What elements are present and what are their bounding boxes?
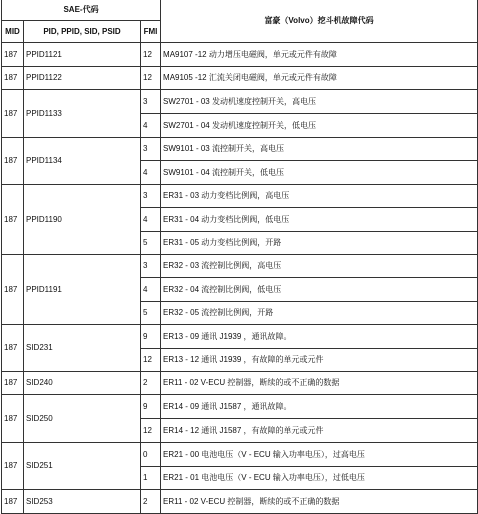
mid-cell: 187 xyxy=(2,325,24,372)
table-row xyxy=(2,395,478,419)
pid-column-header: PID, PPID, SID, PSID xyxy=(24,21,141,43)
pid-cell: PPID1133 xyxy=(24,90,141,138)
description-cell: ER31 - 05 动力变档比例阀，开路 xyxy=(161,232,478,255)
mid-cell: 187 xyxy=(2,67,24,90)
fmi-cell: 4 xyxy=(141,114,161,138)
fmi-cell: 2 xyxy=(141,372,161,395)
description-cell: SW9101 - 04 流控制开关，低电压 xyxy=(161,161,478,185)
header-row-group xyxy=(2,0,478,21)
pid-cell: SID231 xyxy=(24,325,141,372)
pid-cell: SID251 xyxy=(24,443,141,490)
table-row xyxy=(2,325,478,349)
fmi-cell: 12 xyxy=(141,349,161,372)
pid-cell: SID250 xyxy=(24,395,141,443)
mid-cell: 187 xyxy=(2,43,24,67)
description-cell: SW9101 - 03 流控制开关，高电压 xyxy=(161,138,478,161)
description-cell: ER31 - 04 动力变档比例阀，低电压 xyxy=(161,208,478,232)
description-cell: MA9105 -12 汇流关闭电磁阀，单元或元件有故障 xyxy=(161,67,478,90)
mid-cell: 187 xyxy=(2,90,24,138)
sae-code-group-header: SAE-代码 xyxy=(2,0,161,21)
fmi-cell: 3 xyxy=(141,90,161,114)
description-cell: ER11 - 02 V-ECU 控制器，断续的或不正确的数据 xyxy=(161,490,478,514)
table-row xyxy=(2,185,478,208)
description-cell: ER32 - 04 流控制比例阀，低电压 xyxy=(161,278,478,302)
fmi-cell: 0 xyxy=(141,443,161,467)
description-cell: ER32 - 03 流控制比例阀，高电压 xyxy=(161,255,478,278)
table-row xyxy=(2,67,478,90)
description-cell: ER14 - 09 通讯 J1587 ，通讯故障。 xyxy=(161,395,478,419)
fmi-cell: 4 xyxy=(141,278,161,302)
mid-cell: 187 xyxy=(2,185,24,255)
mid-cell: 187 xyxy=(2,372,24,395)
description-cell: ER11 - 02 V-ECU 控制器，断续的或不正确的数据 xyxy=(161,372,478,395)
pid-cell: PPID1121 xyxy=(24,43,141,67)
fmi-cell: 5 xyxy=(141,302,161,325)
fmi-cell: 3 xyxy=(141,138,161,161)
description-cell: MA9107 -12 动力增压电磁阀，单元或元件有故障 xyxy=(161,43,478,67)
pid-cell: PPID1134 xyxy=(24,138,141,185)
mid-cell: 187 xyxy=(2,138,24,185)
mid-cell: 187 xyxy=(2,443,24,490)
pid-cell: PPID1190 xyxy=(24,185,141,255)
fmi-column-header: FMI xyxy=(141,21,161,43)
mid-cell: 187 xyxy=(2,395,24,443)
table-row xyxy=(2,490,478,514)
table-row xyxy=(2,138,478,161)
mid-cell: 187 xyxy=(2,255,24,325)
description-cell: ER21 - 00 电池电压（V - ECU 输入功率电压），过高电压 xyxy=(161,443,478,467)
description-cell: ER31 - 03 动力变档比例阀，高电压 xyxy=(161,185,478,208)
description-cell: ER21 - 01 电池电压（V - ECU 输入功率电压），过低电压 xyxy=(161,467,478,490)
description-cell: ER32 - 05 流控制比例阀，开路 xyxy=(161,302,478,325)
fmi-cell: 4 xyxy=(141,161,161,185)
mid-column-header: MID xyxy=(2,21,24,43)
table-row xyxy=(2,90,478,114)
fmi-cell: 12 xyxy=(141,67,161,90)
mid-cell: 187 xyxy=(2,490,24,514)
fmi-cell: 1 xyxy=(141,467,161,490)
fmi-cell: 4 xyxy=(141,208,161,232)
fmi-cell: 12 xyxy=(141,419,161,443)
fmi-cell: 3 xyxy=(141,255,161,278)
table-row xyxy=(2,372,478,395)
pid-cell: PPID1122 xyxy=(24,67,141,90)
fault-code-table xyxy=(1,0,478,514)
description-cell: ER13 - 12 通讯 J1939 ，有故障的单元或元件 xyxy=(161,349,478,372)
table-row xyxy=(2,43,478,67)
fmi-cell: 12 xyxy=(141,43,161,67)
description-cell: ER13 - 09 通讯 J1939 ，通讯故障。 xyxy=(161,325,478,349)
description-cell: SW2701 - 03 发动机速度控制开关，高电压 xyxy=(161,90,478,114)
fmi-cell: 9 xyxy=(141,325,161,349)
table-row xyxy=(2,255,478,278)
fmi-cell: 9 xyxy=(141,395,161,419)
fmi-cell: 2 xyxy=(141,490,161,514)
pid-cell: SID253 xyxy=(24,490,141,514)
description-cell: ER14 - 12 通讯 J1587 ，有故障的单元或元件 xyxy=(161,419,478,443)
description-cell: SW2701 - 04 发动机速度控制开关，低电压 xyxy=(161,114,478,138)
volvo-fault-code-header: 富豪（Volvo）挖斗机故障代码 xyxy=(161,0,478,43)
fmi-cell: 3 xyxy=(141,185,161,208)
table-row xyxy=(2,443,478,467)
pid-cell: SID240 xyxy=(24,372,141,395)
fmi-cell: 5 xyxy=(141,232,161,255)
pid-cell: PPID1191 xyxy=(24,255,141,325)
